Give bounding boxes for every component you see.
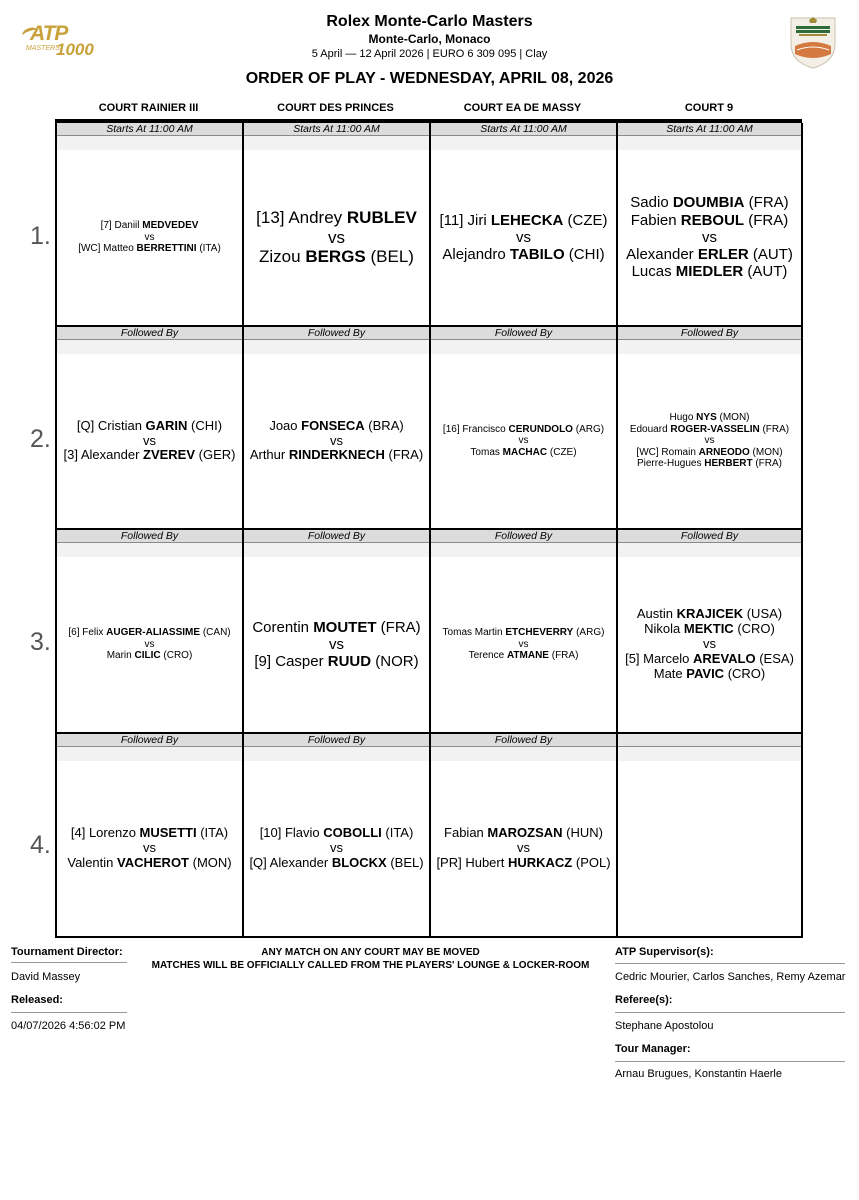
- player-country: (NOR): [371, 653, 419, 671]
- player-first-name: Mate: [653, 665, 687, 681]
- shaded-band: [244, 340, 429, 354]
- player-line: [654, 667, 766, 682]
- masters-logo-text: MASTERS: [26, 45, 60, 52]
- player-first-name: vs: [330, 840, 343, 856]
- row-number: 4.: [30, 831, 51, 859]
- player-surname: CILIC: [134, 650, 161, 662]
- player-surname: PAVIC: [686, 665, 725, 681]
- player-country: (MON): [749, 446, 783, 458]
- match-cell: [242, 734, 429, 938]
- shaded-band: [431, 340, 616, 354]
- player-country: (ARG): [573, 627, 605, 639]
- match-details: [431, 761, 616, 936]
- match-details: [431, 354, 616, 528]
- player-line: [443, 627, 605, 639]
- divider: [615, 1012, 845, 1013]
- player-first-name: [16] Francisco: [442, 423, 509, 435]
- player-first-name: vs: [329, 635, 344, 653]
- player-surname: LEHECKA: [490, 211, 564, 229]
- player-line: [644, 622, 775, 637]
- player-first-name: Corentin: [252, 618, 314, 636]
- player-surname: DOUMBIA: [672, 194, 745, 212]
- player-first-name: vs: [517, 840, 530, 856]
- player-surname: FONSECA: [301, 417, 365, 433]
- player-line: [631, 212, 789, 229]
- player-line: [250, 448, 423, 463]
- player-line: [71, 826, 228, 841]
- player-first-name: Terence: [468, 650, 507, 662]
- vs-label: [143, 434, 156, 449]
- match-details: [618, 354, 801, 528]
- shaded-band: [57, 747, 242, 761]
- player-country: (CRO): [160, 650, 193, 662]
- vs-label: [330, 841, 343, 856]
- player-first-name: Tomas: [470, 446, 503, 458]
- player-country: (USA): [743, 606, 783, 622]
- divider: [615, 1061, 845, 1062]
- shaded-band: [57, 136, 242, 150]
- match-details: [244, 150, 429, 325]
- match-time-bar: Followed By: [431, 530, 616, 543]
- player-line: [77, 419, 222, 434]
- player-first-name: [WC] Romain: [636, 446, 699, 458]
- player-first-name: Fabien: [630, 211, 681, 229]
- player-country: (BEL): [365, 247, 414, 267]
- shaded-band: [57, 340, 242, 354]
- player-line: [249, 856, 423, 871]
- player-first-name: Alejandro: [442, 246, 510, 264]
- row-number: 2.: [30, 425, 51, 453]
- player-surname: BLOCKX: [331, 854, 387, 870]
- match-time-bar: Followed By: [57, 530, 242, 543]
- player-surname: RUBLEV: [346, 208, 417, 228]
- player-first-name: vs: [330, 432, 343, 448]
- player-country: (BEL): [386, 854, 424, 870]
- match-cell: [429, 734, 616, 938]
- court-header-1: COURT RAINIER III: [98, 102, 199, 114]
- player-line: [259, 247, 414, 267]
- shaded-band: [431, 747, 616, 761]
- player-first-name: Pierre-Hugues: [636, 458, 705, 470]
- player-first-name: vs: [144, 231, 155, 243]
- player-surname: MUSETTI: [139, 825, 197, 841]
- player-line: [78, 243, 221, 255]
- player-surname: CERUNDOLO: [508, 423, 573, 435]
- match-time-bar: Starts At 11:00 AM: [618, 123, 801, 136]
- vs-label: [517, 841, 530, 856]
- player-country: (MON): [189, 854, 232, 870]
- match-time-bar: Followed By: [618, 327, 801, 340]
- director-label: Tournament Director:: [11, 946, 123, 958]
- row-number: 3.: [30, 628, 51, 656]
- shaded-band: [244, 136, 429, 150]
- player-country: (FRA): [376, 618, 421, 636]
- player-surname: BERGS: [305, 247, 366, 267]
- player-line: [632, 263, 788, 280]
- tournament-location: Monte-Carlo, Monaco: [368, 32, 491, 46]
- match-cell: [429, 123, 616, 327]
- player-first-name: [13] Andrey: [256, 208, 347, 228]
- shaded-band: [618, 340, 801, 354]
- player-line: [469, 650, 579, 662]
- match-details: [431, 150, 616, 325]
- player-country: (AUT): [743, 263, 788, 281]
- player-country: (CRO): [733, 621, 775, 637]
- player-surname: ROGER-VASSELIN: [670, 423, 760, 435]
- player-surname: MACHAC: [502, 446, 548, 458]
- player-country: (CHI): [564, 246, 605, 264]
- match-details: [244, 557, 429, 732]
- notice-line-1: ANY MATCH ON ANY COURT MAY BE MOVED: [261, 947, 480, 958]
- player-line: [107, 650, 193, 662]
- vs-label: [328, 228, 345, 248]
- player-first-name: [7] Daniil: [100, 220, 143, 232]
- player-surname: RUUD: [327, 653, 372, 671]
- match-details: [618, 557, 801, 732]
- released-time: 04/07/2026 4:56:02 PM: [11, 1020, 126, 1032]
- supervisor-label: ATP Supervisor(s):: [615, 946, 714, 958]
- player-country: (FRA): [548, 650, 579, 662]
- player-country: (FRA): [759, 423, 790, 435]
- player-first-name: Sadio: [630, 194, 673, 212]
- player-first-name: Tomas Martin: [442, 627, 506, 639]
- shaded-band: [618, 136, 801, 150]
- referee-name: Stephane Apostolou: [615, 1020, 714, 1032]
- player-line: [64, 448, 236, 463]
- player-first-name: vs: [518, 638, 529, 650]
- player-first-name: [PR] Hubert: [436, 854, 508, 870]
- match-cell: [55, 530, 242, 734]
- player-line: [625, 652, 794, 667]
- player-surname: HERBERT: [704, 458, 753, 470]
- released-label: Released:: [11, 994, 63, 1006]
- match-time-bar: Followed By: [244, 734, 429, 747]
- player-line: [254, 653, 418, 670]
- match-time-bar: [618, 734, 801, 747]
- match-time-bar: Followed By: [244, 327, 429, 340]
- player-line: [637, 458, 782, 470]
- player-country: (FRA): [384, 447, 424, 463]
- player-first-name: vs: [143, 840, 156, 856]
- player-first-name: Valentin: [67, 854, 118, 870]
- match-cell: [55, 734, 242, 938]
- vs-label: [703, 637, 716, 652]
- player-line: [101, 220, 199, 232]
- player-first-name: vs: [704, 435, 715, 447]
- player-country: (CZE): [563, 211, 608, 229]
- player-surname: AUGER-ALIASSIME: [106, 627, 201, 639]
- player-first-name: vs: [703, 636, 716, 652]
- player-line: [637, 607, 782, 622]
- player-surname: MOUTET: [313, 618, 377, 636]
- player-country: (MON): [716, 412, 750, 424]
- player-surname: HURKACZ: [507, 854, 573, 870]
- player-surname: MAROZSAN: [487, 825, 563, 841]
- court-header-4: COURT 9: [684, 102, 734, 114]
- player-surname: RINDERKNECH: [288, 447, 385, 463]
- player-first-name: [Q] Alexander: [249, 854, 332, 870]
- match-cell: [55, 123, 242, 327]
- player-line: [630, 424, 789, 436]
- vs-label: [143, 841, 156, 856]
- match-time-bar: Starts At 11:00 AM: [57, 123, 242, 136]
- player-country: (ESA): [755, 650, 794, 666]
- match-time-bar: Followed By: [431, 734, 616, 747]
- player-first-name: Marin: [106, 650, 135, 662]
- player-first-name: Zizou: [259, 247, 306, 267]
- player-line: [252, 619, 420, 636]
- shaded-band: [431, 543, 616, 557]
- player-first-name: Arthur: [249, 447, 289, 463]
- match-cell: [429, 530, 616, 734]
- player-line: [630, 194, 788, 211]
- player-country: (GER): [195, 447, 236, 463]
- vs-label: [145, 232, 155, 244]
- match-details: [618, 150, 801, 325]
- court-header-2: COURT DES PRINCES: [277, 102, 394, 114]
- match-cell: [616, 530, 803, 734]
- player-country: (FRA): [744, 194, 789, 212]
- player-line: [68, 627, 230, 639]
- vs-label: [705, 435, 715, 447]
- player-surname: MIEDLER: [675, 263, 744, 281]
- player-surname: REBOUL: [680, 211, 745, 229]
- divider: [615, 963, 845, 964]
- player-first-name: Alexander: [626, 246, 698, 264]
- referee-label: Referee(s):: [615, 994, 673, 1006]
- player-first-name: vs: [518, 435, 529, 447]
- notice-line-2: MATCHES WILL BE OFFICIALLY CALLED FROM THE PLAYERS' LOUNGE & LOCKER-ROOM: [151, 960, 590, 971]
- player-first-name: Edouard: [629, 423, 671, 435]
- match-time-bar: Starts At 11:00 AM: [244, 123, 429, 136]
- player-first-name: Fabian: [444, 825, 488, 841]
- tournament-details: 5 April — 12 April 2026 | EURO 6 309 095 | Clay: [311, 48, 548, 60]
- player-first-name: [11] Jiri: [439, 211, 491, 229]
- player-first-name: [9] Casper: [254, 653, 328, 671]
- player-line: [470, 447, 576, 459]
- player-first-name: Lucas: [631, 263, 676, 281]
- player-line: [442, 246, 604, 263]
- player-country: (ARG): [572, 423, 605, 435]
- match-details: [57, 354, 242, 528]
- match-time-bar: Followed By: [57, 327, 242, 340]
- tournament-title: Rolex Monte-Carlo Masters: [326, 13, 533, 30]
- match-time-bar: Followed By: [431, 327, 616, 340]
- player-country: (ITA): [381, 825, 414, 841]
- player-line: [669, 412, 749, 424]
- player-line: [436, 856, 610, 871]
- match-cell: [616, 734, 803, 938]
- divider: [11, 1012, 127, 1013]
- player-country: (FRA): [752, 458, 783, 470]
- tour-manager-label: Tour Manager:: [615, 1043, 691, 1055]
- shaded-band: [431, 136, 616, 150]
- player-first-name: vs: [143, 432, 156, 448]
- player-first-name: vs: [328, 227, 345, 247]
- player-surname: VACHEROT: [117, 854, 189, 870]
- player-country: (ITA): [196, 243, 221, 255]
- supervisor-names: Cedric Mourier, Carlos Sanches, Remy Azemar: [615, 971, 846, 983]
- player-surname: BERRETTINI: [136, 243, 197, 255]
- vs-label: [145, 639, 155, 651]
- tour-manager-names: Arnau Brugues, Konstantin Haerle: [615, 1068, 782, 1080]
- shaded-band: [244, 747, 429, 761]
- player-surname: GARIN: [145, 417, 188, 433]
- match-details: [244, 354, 429, 528]
- player-surname: ARNEODO: [698, 446, 750, 458]
- player-line: [443, 424, 604, 436]
- player-country: (CAN): [200, 627, 231, 639]
- match-cell: [616, 327, 803, 530]
- player-surname: ERLER: [697, 246, 749, 264]
- player-first-name: Hugo: [669, 412, 697, 424]
- vs-label: [519, 639, 529, 651]
- player-country: (CRO): [724, 665, 766, 681]
- player-first-name: [10] Flavio: [259, 825, 324, 841]
- match-details: [244, 761, 429, 936]
- player-surname: MEDVEDEV: [142, 220, 199, 232]
- player-surname: ETCHEVERRY: [505, 627, 574, 639]
- match-time-bar: Starts At 11:00 AM: [431, 123, 616, 136]
- match-time-bar: Followed By: [244, 530, 429, 543]
- player-first-name: [3] Alexander: [63, 447, 144, 463]
- player-country: (CHI): [187, 417, 223, 433]
- player-line: [260, 826, 414, 841]
- player-surname: NYS: [696, 412, 717, 424]
- player-surname: MEKTIC: [683, 621, 734, 637]
- match-details: [431, 557, 616, 732]
- player-first-name: vs: [702, 228, 717, 246]
- player-country: (FRA): [744, 211, 789, 229]
- shaded-band: [618, 747, 801, 761]
- player-first-name: Nikola: [644, 621, 684, 637]
- player-line: [626, 246, 793, 263]
- player-first-name: [5] Marcelo: [625, 650, 693, 666]
- player-country: (ITA): [196, 825, 229, 841]
- player-line: [636, 447, 782, 459]
- match-time-bar: Followed By: [57, 734, 242, 747]
- player-country: (HUN): [562, 825, 603, 841]
- row-number: 1.: [30, 222, 51, 250]
- match-details: [57, 761, 242, 936]
- match-cell: [429, 327, 616, 530]
- player-first-name: [WC] Matteo: [78, 243, 137, 255]
- match-cell: [55, 327, 242, 530]
- court-header-3: COURT EA DE MASSY: [463, 102, 582, 114]
- player-country: (POL): [572, 854, 611, 870]
- player-line: [269, 419, 403, 434]
- player-line: [439, 212, 607, 229]
- vs-label: [330, 434, 343, 449]
- match-details: [618, 761, 801, 936]
- order-of-play-title: ORDER OF PLAY - WEDNESDAY, APRIL 08, 2026: [245, 70, 614, 87]
- vs-label: [329, 636, 344, 653]
- player-country: (CZE): [547, 446, 577, 458]
- match-details: [57, 150, 242, 325]
- player-first-name: vs: [144, 638, 155, 650]
- shaded-band: [618, 543, 801, 557]
- player-first-name: Joao: [269, 417, 302, 433]
- player-country: (BRA): [364, 417, 404, 433]
- court-notice: [128, 946, 613, 972]
- player-surname: COBOLLI: [323, 825, 382, 841]
- player-first-name: [6] Felix: [68, 627, 107, 639]
- player-country: (AUT): [748, 246, 793, 264]
- player-line: [67, 856, 231, 871]
- match-details: [57, 557, 242, 732]
- player-first-name: [Q] Cristian: [76, 417, 146, 433]
- player-line: [444, 826, 603, 841]
- match-cell: [616, 123, 803, 327]
- player-surname: ATMANE: [506, 650, 549, 662]
- logo-1000-text: 1000: [56, 40, 94, 59]
- player-first-name: [4] Lorenzo: [70, 825, 140, 841]
- match-cell: [242, 123, 429, 327]
- player-first-name: Austin: [636, 606, 677, 622]
- shaded-band: [244, 543, 429, 557]
- player-surname: ZVEREV: [143, 447, 196, 463]
- vs-label: [516, 229, 531, 246]
- player-surname: AREVALO: [693, 650, 756, 666]
- match-time-bar: Followed By: [618, 530, 801, 543]
- player-first-name: vs: [516, 228, 531, 246]
- player-line: [256, 208, 417, 228]
- vs-label: [702, 229, 717, 246]
- divider: [11, 962, 127, 963]
- player-surname: KRAJICEK: [676, 606, 744, 622]
- atp-logo-text: ATP: [30, 22, 68, 45]
- match-cell: [242, 530, 429, 734]
- director-name: David Massey: [11, 971, 81, 983]
- shaded-band: [57, 543, 242, 557]
- vs-label: [519, 435, 529, 447]
- match-cell: [242, 327, 429, 530]
- player-surname: TABILO: [509, 246, 565, 264]
